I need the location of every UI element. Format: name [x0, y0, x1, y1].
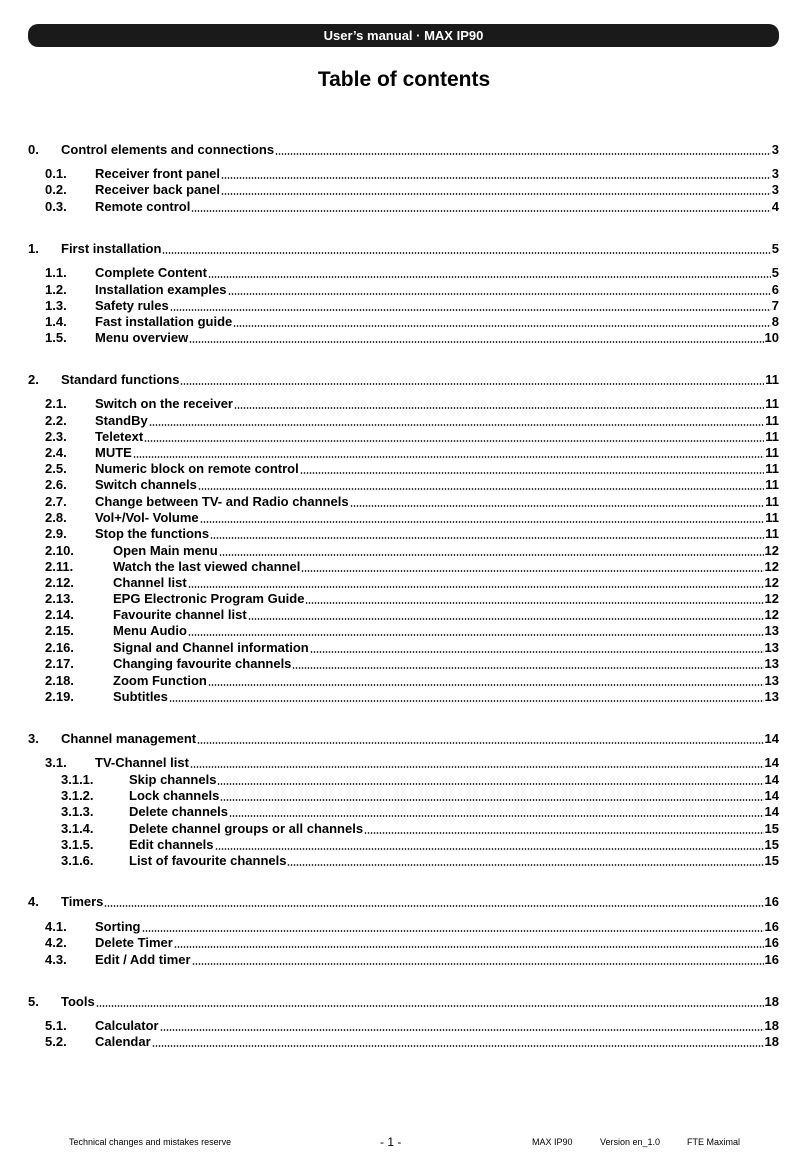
toc-entry-page: 13: [764, 623, 779, 638]
toc-entry-page: 11: [765, 526, 779, 541]
toc-entry-number: 2.17.: [45, 656, 74, 671]
toc-entry-title: Remote control: [95, 199, 191, 214]
toc-entry[interactable]: [28, 994, 779, 1010]
toc-entry[interactable]: [28, 575, 779, 591]
toc-entry[interactable]: [28, 788, 779, 804]
toc-entry-number: 2.13.: [45, 591, 74, 606]
toc-entry-page: 8: [771, 314, 779, 329]
toc-entry[interactable]: [28, 919, 779, 935]
toc-entry[interactable]: [28, 413, 779, 429]
toc-entry-number: 2.4.: [45, 445, 67, 460]
toc-entry-title: Delete channels: [129, 804, 228, 819]
toc-entry-page: 13: [764, 689, 779, 704]
toc-entry-number: 2.11.: [45, 559, 74, 574]
toc-entry-title: Edit / Add timer: [95, 952, 191, 967]
toc-entry-number: 2.6.: [45, 477, 67, 492]
toc-entry-number: 2.2.: [45, 413, 67, 428]
toc-entry[interactable]: [28, 640, 779, 656]
toc-entry-page: 12: [764, 607, 779, 622]
toc-entry[interactable]: [28, 526, 779, 542]
toc-entry-number: 1.2.: [45, 282, 67, 297]
toc-entry[interactable]: [28, 837, 779, 853]
toc-entry-number: 2.8.: [45, 510, 67, 525]
toc-entry-page: 16: [764, 952, 779, 967]
toc-entry-number: 1.5.: [45, 330, 67, 345]
toc-dot-leader: [200, 521, 765, 523]
toc-entry-title: Change between TV- and Radio channels: [95, 494, 349, 509]
toc-entry-number: 3.1.1.: [61, 772, 94, 787]
toc-entry-number: 2.: [28, 372, 39, 387]
toc-entry[interactable]: [28, 445, 779, 461]
toc-entry-number: 3.1.4.: [61, 821, 94, 836]
toc-dot-leader: [133, 456, 764, 458]
toc-entry-page: 12: [764, 591, 779, 606]
toc-entry-page: 18: [764, 1018, 779, 1033]
toc-entry-title: First installation: [61, 241, 162, 256]
footer-company: FTE Maximal: [687, 1137, 741, 1147]
toc-entry[interactable]: [28, 429, 779, 445]
toc-entry[interactable]: [28, 952, 779, 968]
toc-dot-leader: [174, 946, 764, 948]
toc-entry-number: 1.3.: [45, 298, 67, 313]
toc-entry-number: 3.1.3.: [61, 804, 94, 819]
toc-entry-number: 4.2.: [45, 935, 67, 950]
toc-entry-page: 7: [771, 298, 779, 313]
toc-dot-leader: [248, 618, 764, 620]
toc-entry-title: Stop the functions: [95, 526, 210, 541]
toc-entry-page: 11: [765, 413, 779, 428]
toc-entry-number: 3.: [28, 731, 39, 746]
toc-entry-number: 5.: [28, 994, 39, 1009]
toc-entry-number: 2.16.: [45, 640, 74, 655]
toc-entry-number: 2.15.: [45, 623, 74, 638]
toc-entry-title: Calculator: [95, 1018, 159, 1033]
toc-dot-leader: [190, 766, 764, 768]
toc-entry-number: 2.1.: [45, 396, 67, 411]
toc-entry-title: Delete channel groups or all channels: [129, 821, 364, 836]
toc-entry-title: Signal and Channel information: [113, 640, 309, 655]
toc-entry-page: 16: [764, 919, 779, 934]
toc-entry[interactable]: [28, 1034, 779, 1050]
toc-entry-page: 18: [764, 994, 779, 1009]
toc-entry-number: 5.2.: [45, 1034, 67, 1049]
toc-entry-number: 2.19.: [45, 689, 74, 704]
toc-entry-title: Subtitles: [113, 689, 168, 704]
toc-entry[interactable]: [28, 199, 779, 215]
toc-entry-number: 0.1.: [45, 166, 67, 181]
toc-entry-page: 4: [771, 199, 779, 214]
toc-entry[interactable]: [28, 755, 779, 771]
toc-dot-leader: [221, 177, 771, 179]
toc-entry-title: Timers: [61, 894, 104, 909]
toc-dot-leader: [210, 537, 764, 539]
toc-entry-title: EPG Electronic Program Guide: [113, 591, 305, 606]
toc-entry-number: 3.1.2.: [61, 788, 94, 803]
toc-entry-number: 0.2.: [45, 182, 67, 197]
toc-entry-page: 18: [764, 1034, 779, 1049]
header-title: User’s manual · MAX IP90: [323, 28, 484, 43]
toc-entry-number: 3.1.5.: [61, 837, 94, 852]
toc-entry-title: Lock channels: [129, 788, 220, 803]
toc-entry-page: 12: [764, 543, 779, 558]
toc-entry-page: 14: [764, 804, 779, 819]
footer-version: Version en_1.0: [600, 1137, 661, 1147]
toc-dot-leader: [300, 472, 765, 474]
toc-entry[interactable]: [28, 853, 779, 869]
toc-entry-number: 1.4.: [45, 314, 67, 329]
toc-entry-title: Receiver back panel: [95, 182, 221, 197]
toc-entry-number: 3.1.: [45, 755, 67, 770]
toc-entry-title: Skip channels: [129, 772, 217, 787]
toc-dot-leader: [191, 210, 770, 212]
toc-entry-page: 15: [764, 837, 779, 852]
toc-dot-leader: [292, 667, 763, 669]
toc-entry[interactable]: [28, 607, 779, 623]
toc-entry[interactable]: [28, 623, 779, 639]
toc-entry-title: Control elements and connections: [61, 142, 275, 157]
toc-entry-title: Open Main menu: [113, 543, 218, 558]
toc-entry-number: 2.3.: [45, 429, 67, 444]
toc-dot-leader: [219, 554, 764, 556]
toc-entry[interactable]: [28, 731, 779, 747]
toc-entry-page: 13: [764, 656, 779, 671]
toc-entry-page: 13: [764, 640, 779, 655]
toc-entry[interactable]: [28, 591, 779, 607]
toc-entry[interactable]: [28, 142, 779, 158]
toc-entry-number: 2.7.: [45, 494, 67, 509]
toc-dot-leader: [217, 783, 763, 785]
footer-model: MAX IP90: [532, 1137, 573, 1147]
toc-entry[interactable]: [28, 1018, 779, 1034]
toc-entry-number: 2.5.: [45, 461, 67, 476]
toc-entry-title: Fast installation guide: [95, 314, 233, 329]
toc-entry-title: Zoom Function: [113, 673, 207, 688]
toc-dot-leader: [149, 424, 765, 426]
toc-entry-number: 0.3.: [45, 199, 67, 214]
toc-entry-page: 11: [765, 396, 779, 411]
toc-entry-title: Complete Content: [95, 265, 207, 280]
toc-entry[interactable]: [28, 821, 779, 837]
toc-entry-page: 14: [764, 772, 779, 787]
toc-dot-leader: [180, 383, 764, 385]
toc-dot-leader: [169, 700, 764, 702]
toc-entry-page: 5: [771, 241, 779, 256]
toc-entry-title: Watch the last viewed channel: [113, 559, 301, 574]
toc-entry[interactable]: [28, 804, 779, 820]
toc-dot-leader: [221, 193, 771, 195]
toc-entry-title: Receiver front panel: [95, 166, 220, 181]
toc-entry[interactable]: [28, 314, 779, 330]
toc-entry-title: Safety rules: [95, 298, 169, 313]
toc-entry-title: Teletext: [95, 429, 144, 444]
toc-entry-page: 11: [765, 445, 779, 460]
toc-entry-title: Standard functions: [61, 372, 180, 387]
toc-entry-page: 12: [764, 575, 779, 590]
toc-entry-number: 2.10.: [45, 543, 74, 558]
toc-dot-leader: [364, 832, 763, 834]
toc-dot-leader: [96, 1005, 764, 1007]
toc-entry-page: 3: [771, 182, 779, 197]
toc-dot-leader: [229, 815, 764, 817]
toc-entry[interactable]: [28, 330, 779, 346]
toc-dot-leader: [305, 602, 763, 604]
toc-entry-title: List of favourite channels: [129, 853, 287, 868]
toc-entry-page: 16: [764, 894, 779, 909]
toc-entry-page: 11: [765, 494, 779, 509]
toc-entry[interactable]: [28, 477, 779, 493]
toc-entry-title: Edit channels: [129, 837, 214, 852]
toc-dot-leader: [104, 905, 763, 907]
toc-entry-page: 11: [765, 510, 779, 525]
toc-entry-page: 11: [765, 429, 779, 444]
toc-entry[interactable]: [28, 461, 779, 477]
toc-dot-leader: [198, 488, 764, 490]
toc-entry-number: 1.1.: [45, 265, 67, 280]
toc-entry[interactable]: [28, 396, 779, 412]
toc-dot-leader: [188, 634, 764, 636]
footer-page-number: - 1 -: [380, 1135, 402, 1149]
toc-dot-leader: [142, 930, 764, 932]
toc-entry[interactable]: [28, 935, 779, 951]
toc-entry-title: Installation examples: [95, 282, 227, 297]
toc-entry-page: 6: [771, 282, 779, 297]
toc-entry[interactable]: [28, 673, 779, 689]
toc-entry-title: Tools: [61, 994, 95, 1009]
toc-entry[interactable]: [28, 559, 779, 575]
toc-entry-number: 4.3.: [45, 952, 67, 967]
toc-entry-page: 11: [765, 372, 779, 387]
toc-entry-page: 14: [764, 788, 779, 803]
toc-dot-leader: [208, 276, 771, 278]
toc-entry[interactable]: [28, 543, 779, 559]
toc-dot-leader: [233, 325, 771, 327]
toc-dot-leader: [189, 341, 763, 343]
toc-entry[interactable]: [28, 772, 779, 788]
toc-entry-number: 3.1.6.: [61, 853, 94, 868]
toc-entry-title: Channel management: [61, 731, 197, 746]
toc-dot-leader: [144, 440, 764, 442]
toc-entry-title: TV-Channel list: [95, 755, 189, 770]
toc-dot-leader: [228, 293, 771, 295]
toc-entry-page: 16: [764, 935, 779, 950]
toc-dot-leader: [160, 1029, 764, 1031]
toc-entry-page: 5: [771, 265, 779, 280]
toc-entry-page: 15: [764, 821, 779, 836]
toc-entry-page: 11: [765, 461, 779, 476]
toc-entry[interactable]: [28, 656, 779, 672]
toc-entry-title: MUTE: [95, 445, 132, 460]
toc-entry-title: Menu Audio: [113, 623, 187, 638]
toc-entry-page: 3: [771, 166, 779, 181]
toc-entry-number: 0.: [28, 142, 39, 157]
toc-entry[interactable]: [28, 510, 779, 526]
toc-entry-number: 2.12.: [45, 575, 74, 590]
footer-note: Technical changes and mistakes reserve: [69, 1137, 232, 1147]
toc-entry-title: Switch on the receiver: [95, 396, 233, 411]
toc-entry-title: Favourite channel list: [113, 607, 247, 622]
header-bar: [28, 24, 779, 47]
toc-dot-leader: [215, 848, 764, 850]
toc-entry-number: 4.1.: [45, 919, 67, 934]
toc-entry-page: 13: [764, 673, 779, 688]
toc-dot-leader: [275, 153, 771, 155]
toc-entry[interactable]: [28, 182, 779, 198]
toc-entry-title: Menu overview: [95, 330, 189, 345]
toc-entry-title: Changing favourite channels: [113, 656, 292, 671]
toc-entry-page: 15: [764, 853, 779, 868]
toc-entry-page: 14: [764, 731, 779, 746]
toc-entry-page: 12: [764, 559, 779, 574]
toc-dot-leader: [287, 864, 763, 866]
page-title: Table of contents: [317, 68, 491, 91]
toc-entry-number: 5.1.: [45, 1018, 67, 1033]
toc-entry-title: Channel list: [113, 575, 187, 590]
toc-dot-leader: [208, 684, 764, 686]
toc-dot-leader: [220, 799, 763, 801]
toc-dot-leader: [301, 570, 763, 572]
toc-entry[interactable]: [28, 894, 779, 910]
toc-dot-leader: [197, 742, 763, 744]
toc-entry-number: 1.: [28, 241, 39, 256]
toc-entry-title: Switch channels: [95, 477, 197, 492]
toc-entry-number: 2.14.: [45, 607, 74, 622]
toc-entry[interactable]: [28, 372, 779, 388]
toc-entry[interactable]: [28, 689, 779, 705]
toc-dot-leader: [234, 407, 764, 409]
toc-entry-number: 2.9.: [45, 526, 67, 541]
toc-entry-title: StandBy: [95, 413, 148, 428]
toc-dot-leader: [162, 252, 770, 254]
toc-dot-leader: [192, 963, 764, 965]
toc-entry[interactable]: [28, 282, 779, 298]
toc-dot-leader: [310, 651, 764, 653]
toc-dot-leader: [170, 309, 771, 311]
toc-entry[interactable]: [28, 166, 779, 182]
toc-entry-title: Sorting: [95, 919, 141, 934]
toc-entry-page: 11: [765, 477, 779, 492]
toc-entry-title: Calendar: [95, 1034, 151, 1049]
toc-entry[interactable]: [28, 265, 779, 281]
toc-dot-leader: [188, 586, 764, 588]
toc-entry[interactable]: [28, 494, 779, 510]
toc-entry-title: Numeric block on remote control: [95, 461, 299, 476]
toc-entry[interactable]: [28, 298, 779, 314]
toc-dot-leader: [152, 1045, 764, 1047]
toc-entry-title: Delete Timer: [95, 935, 173, 950]
toc-dot-leader: [350, 505, 765, 507]
toc-entry-number: 2.18.: [45, 673, 74, 688]
toc-entry-page: 10: [764, 330, 779, 345]
toc-entry-page: 3: [771, 142, 779, 157]
toc-entry-page: 14: [764, 755, 779, 770]
toc-entry[interactable]: [28, 241, 779, 257]
toc-entry-title: Vol+/Vol- Volume: [95, 510, 199, 525]
toc-entry-number: 4.: [28, 894, 39, 909]
